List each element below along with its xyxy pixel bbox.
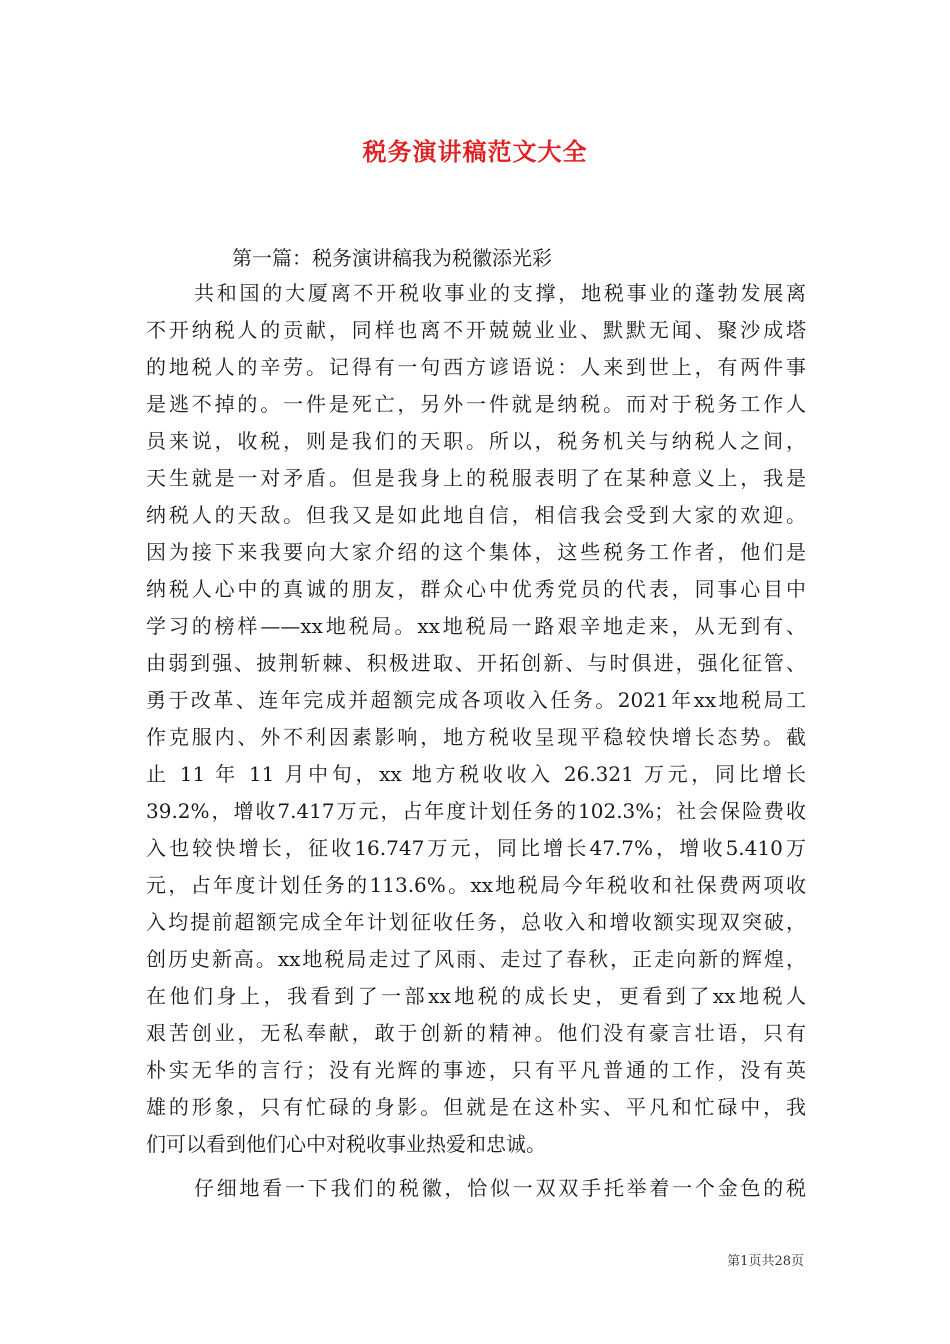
section-heading: 第一篇：税务演讲稿我为税徽添光彩 xyxy=(232,246,552,270)
paragraph-line: 作克服内、外不利因素影响，地方税收呈现平稳较快增长态势。截 xyxy=(146,725,806,749)
paragraph-line: 是逃不掉的。一件是死亡，另外一件就是纳税。而对于税务工作人 xyxy=(146,392,806,416)
paragraph-line: 不开纳税人的贡献，同样也离不开兢兢业业、默默无闻、聚沙成塔 xyxy=(146,318,806,342)
paragraph-line: 39.2%，增收7.417万元，占年度计划任务的102.3%；社会保险费收 xyxy=(146,799,806,823)
paragraph-line: 仔细地看一下我们的税徽，恰似一双双手托举着一个金色的税 xyxy=(194,1176,806,1200)
paragraph-line: 艰苦创业，无私奉献，敢于创新的精神。他们没有豪言壮语，只有 xyxy=(146,1021,806,1045)
paragraph-line: 入均提前超额完成全年计划征收任务，总收入和增收额实现双突破， xyxy=(146,910,806,934)
paragraph-line: 纳税人的天敌。但我又是如此地自信，相信我会受到大家的欢迎。 xyxy=(146,503,806,527)
paragraph-line: 纳税人心中的真诚的朋友，群众心中优秀党员的代表，同事心目中 xyxy=(146,577,806,601)
paragraph-line: 的地税人的辛劳。记得有一句西方谚语说：人来到世上，有两件事 xyxy=(146,355,806,379)
paragraph-line: 元，占年度计划任务的113.6%。xx地税局今年税收和社保费两项收 xyxy=(146,873,806,897)
paragraph-line: 入也较快增长，征收16.747万元，同比增长47.7%，增收5.410万 xyxy=(146,836,806,860)
paragraph-line: 止 11 年 11 月中旬，xx 地方税收收入 26.321 万元，同比增长 xyxy=(146,762,806,786)
paragraph-line: 由弱到强、披荆斩棘、积极进取、开拓创新、与时俱进，强化征管、 xyxy=(146,651,806,675)
paragraph-line: 员来说，收税，则是我们的天职。所以，税务机关与纳税人之间， xyxy=(146,429,806,453)
paragraph-line: 因为接下来我要向大家介绍的这个集体，这些税务工作者，他们是 xyxy=(146,540,806,564)
paragraph-line: 雄的形象，只有忙碌的身影。但就是在这朴实、平凡和忙碌中，我 xyxy=(146,1095,806,1119)
paragraph-line: 勇于改革、连年完成并超额完成各项收入任务。2021年xx地税局工 xyxy=(146,688,806,712)
page-title: 税务演讲稿范文大全 xyxy=(362,137,588,166)
paragraph-line: 创历史新高。xx地税局走过了风雨、走过了春秋，正走向新的辉煌， xyxy=(146,947,806,971)
page-number: 第1页共28页 xyxy=(727,1254,804,1269)
paragraph-line: 共和国的大厦离不开税收事业的支撑，地税事业的蓬勃发展离 xyxy=(194,281,806,305)
paragraph-line: 学习的榜样——xx地税局。xx地税局一路艰辛地走来，从无到有、 xyxy=(146,614,806,638)
paragraph-line: 天生就是一对矛盾。但是我身上的税服表明了在某种意义上，我是 xyxy=(146,466,806,490)
paragraph-line: 在他们身上，我看到了一部xx地税的成长史，更看到了xx地税人 xyxy=(146,984,806,1008)
paragraph-line: 们可以看到他们心中对税收事业热爱和忠诚。 xyxy=(146,1132,546,1156)
paragraph-line: 朴实无华的言行；没有光辉的事迹，只有平凡普通的工作，没有英 xyxy=(146,1058,806,1082)
